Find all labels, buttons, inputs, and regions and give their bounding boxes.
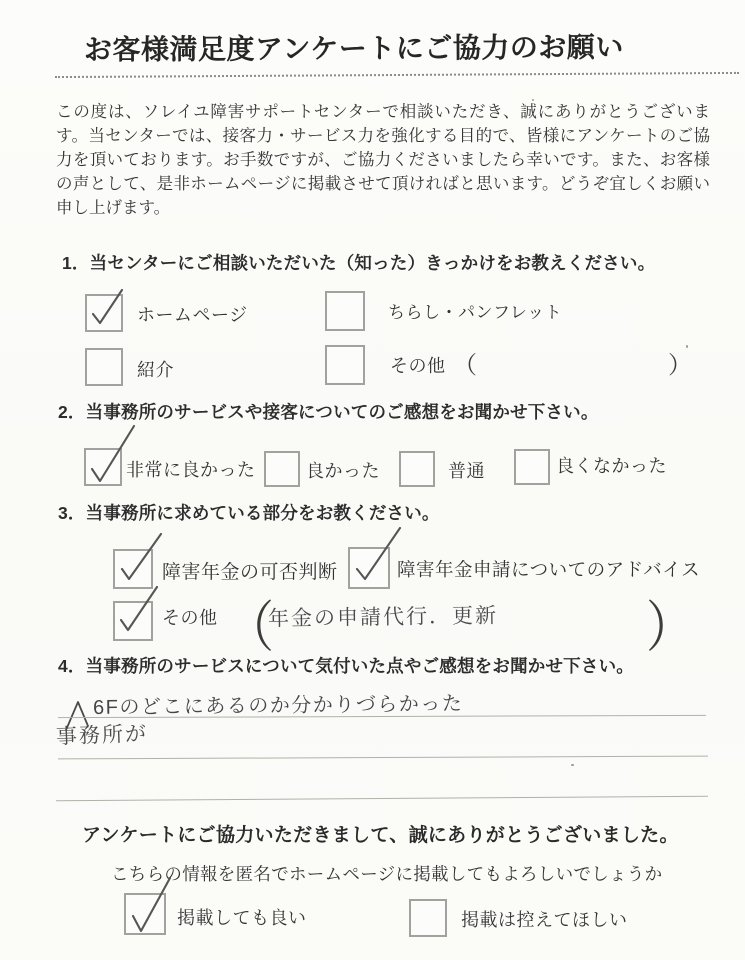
q3-other-paren-open: （ — [226, 597, 275, 659]
answer-line[interactable] — [56, 796, 708, 802]
page-title: お客様満足度アンケートにご協力のお願い — [83, 31, 624, 66]
consent-yes-checkbox[interactable] — [124, 893, 166, 935]
q1-option-referral-label: 紹介 — [137, 360, 174, 380]
consent-question: こちらの情報を匿名でホームページに掲載してもよろしいでしょうか — [111, 864, 663, 884]
q3-option-other-checkbox[interactable] — [113, 601, 153, 641]
q1-other-paren-close: ） — [668, 352, 692, 379]
q1-option-flyer-checkbox[interactable] — [325, 291, 365, 331]
q2-option-average-label: 普通 — [448, 461, 485, 481]
scan-speckle — [532, 99, 534, 101]
q2-option-good-label: 良かった — [306, 461, 380, 481]
q1-option-other-label: その他 — [390, 356, 446, 376]
q2-option-bad-checkbox[interactable] — [514, 449, 550, 485]
scan-speckle — [571, 764, 574, 766]
consent-no-label: 掲載は控えてほしい — [461, 910, 628, 930]
q1-option-flyer-label: ちらし・パンフレット — [388, 303, 563, 322]
scan-speckle — [686, 345, 688, 348]
q3-other-paren-close: ） — [646, 597, 695, 659]
consent-yes-label: 掲載しても良い — [177, 908, 307, 928]
q2-heading: 2．当事務所のサービスや接客についてのご感想をお聞かせ下さい。 — [58, 402, 599, 422]
q3-other-handwritten-answer: 年金の申請代行．更新 — [267, 604, 499, 631]
intro-paragraph: この度は、ソレイユ障害サポートセンターで相談いただき、誠にありがとうございます。当センターでは、接客力・サービス力を強化する目的で、皆様にアンケートのご協力を頂いております。お手数ですが、ご協力くださいましたら幸いです。また、お客様の声として、是非ホームページに掲載させて頂ければと思います。どうぞ宜しくお願い申し上げます。 — [56, 103, 710, 217]
title-divider — [55, 72, 739, 78]
q3-heading: 3．当事務所に求めている部分をお教ください。 — [58, 503, 440, 523]
q3-option-eligibility-label: 障害年金の可否判断 — [162, 562, 338, 583]
q4-handwritten-insert: 事務所が — [55, 722, 149, 749]
q3-option-advice-label: 障害年金申請についてのアドバイス — [397, 559, 701, 580]
q3-option-other-label: その他 — [162, 608, 218, 628]
q1-option-homepage-checkbox[interactable] — [85, 294, 123, 332]
q1-other-paren-open: （ — [453, 352, 477, 379]
q2-option-excellent-checkbox[interactable] — [84, 448, 122, 486]
q3-option-advice-checkbox[interactable] — [348, 547, 390, 589]
q3-option-eligibility-checkbox[interactable] — [113, 549, 153, 589]
q4-handwritten-line: 6Fのどこにあるのか分かりづらかった — [92, 693, 464, 719]
q2-option-average-checkbox[interactable] — [399, 451, 435, 487]
q1-option-other-checkbox[interactable] — [325, 345, 365, 385]
consent-no-checkbox[interactable] — [409, 899, 447, 937]
q4-heading: 4．当事務所のサービスについて気付いた点やご感想をお聞かせ下さい。 — [58, 656, 634, 676]
q1-heading: 1．当センターにご相談いただいた（知った）きっかけをお教えください。 — [62, 253, 656, 273]
q2-option-bad-label: 良くなかった — [556, 456, 667, 476]
q1-option-referral-checkbox[interactable] — [85, 348, 123, 386]
closing-thanks: アンケートにご協力いただきまして、誠にありがとうございました。 — [82, 825, 679, 846]
q1-option-homepage-label: ホームページ — [137, 305, 248, 325]
q2-option-good-checkbox[interactable] — [264, 451, 300, 487]
q2-option-excellent-label: 非常に良かった — [126, 460, 256, 480]
answer-line[interactable] — [58, 756, 708, 760]
